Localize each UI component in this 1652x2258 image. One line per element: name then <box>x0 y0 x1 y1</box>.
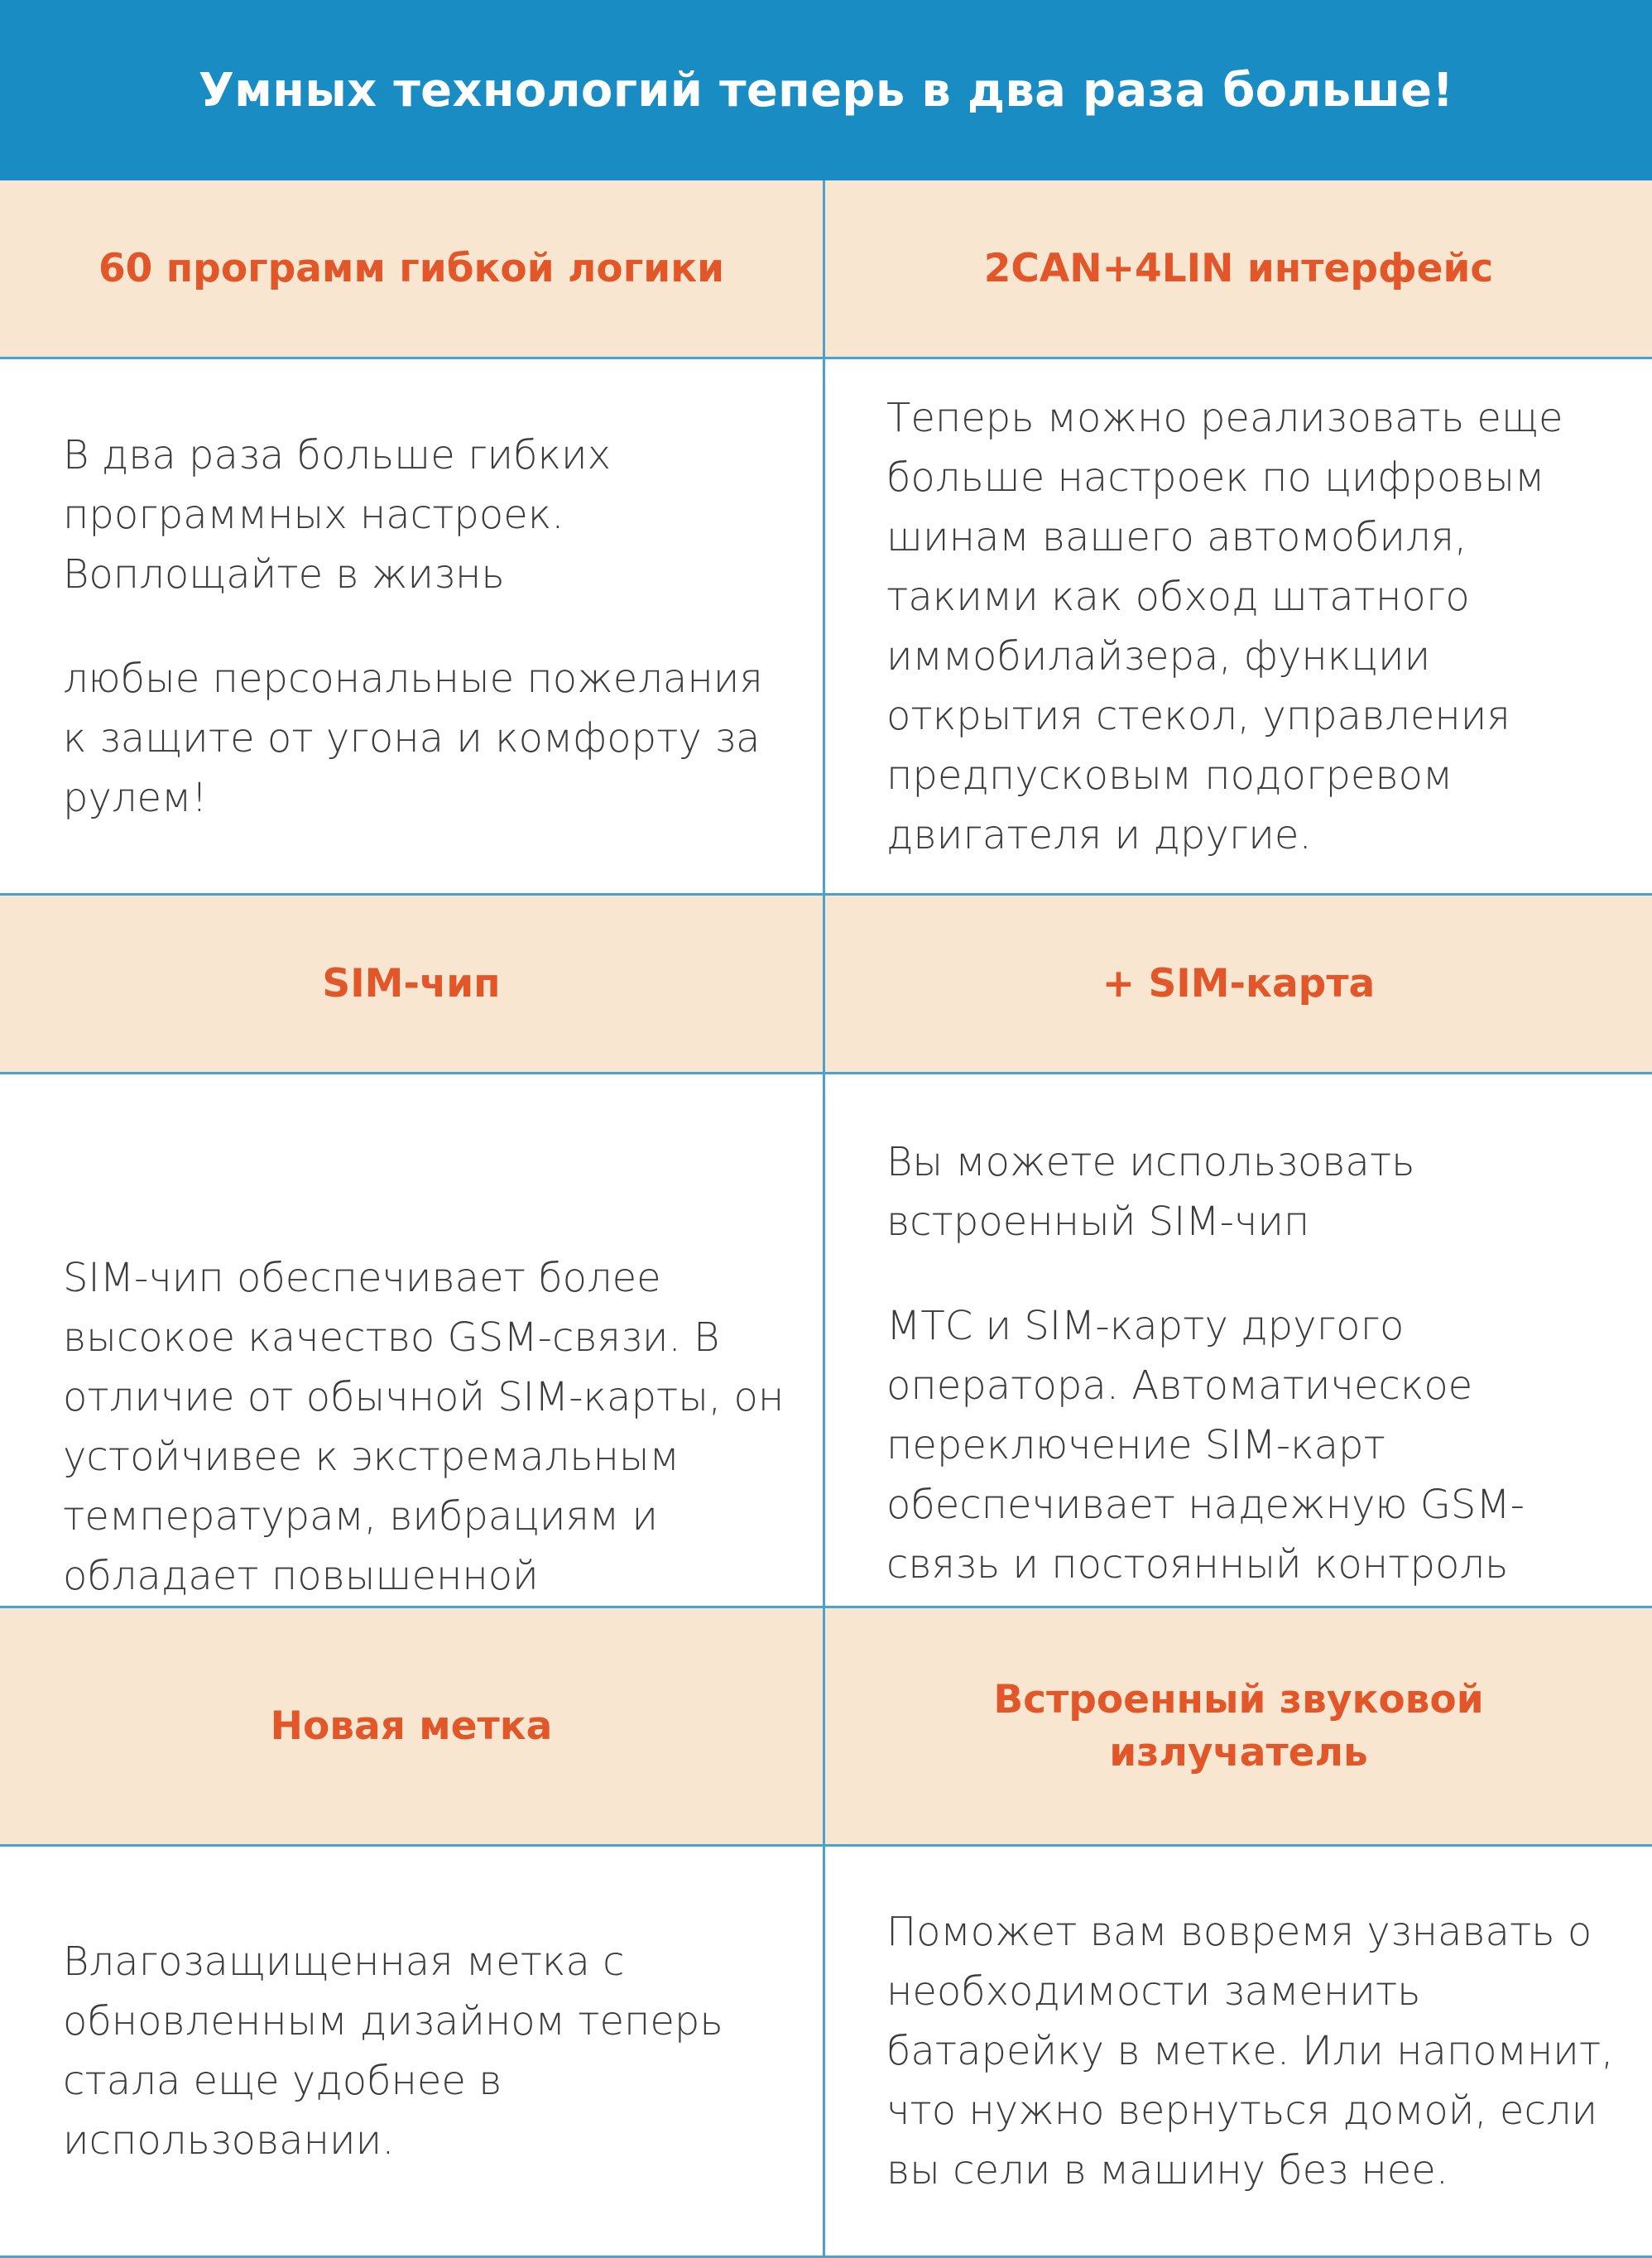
feature-description-sound-emitter <box>825 1847 1652 2258</box>
header-banner <box>0 0 1652 180</box>
page-title: Умных технологий теперь в два раза больше! <box>198 63 1454 118</box>
feature-description-sim-card <box>825 1074 1652 1608</box>
feature-header-sound-emitter <box>825 1608 1652 1847</box>
feature-description-new-tag <box>0 1847 825 2258</box>
feature-description-logic <box>0 359 825 896</box>
feature-title: 2CAN+4LIN интерфейс <box>983 245 1494 291</box>
feature-title: Встроенный звуковой излучатель <box>993 1676 1484 1775</box>
feature-text: Теперь можно реализовать еще больше настроек по цифровым шинам вашего автомобиля, такими как обход штатного иммобилайзера, функции открытия стекол, управления предпусковым подогревом двигателя и другие. <box>886 394 1563 858</box>
feature-text: МТС и SIM-карту другого оператора. Автоматическое переключение SIM-карт обеспечивает надежную GSM-связь и постоянный контроль <box>886 1303 1525 1588</box>
feature-header-sim-card <box>825 896 1652 1074</box>
feature-text: Поможет вам вовремя узнавать о необходимости заменить батарейку в метке. Или напомнит, что нужно вернуться домой, если вы сели в машину без нее. <box>886 1909 1614 2193</box>
feature-title: SIM-чип <box>322 960 501 1006</box>
feature-description-interface <box>825 359 1652 896</box>
feature-text: Влагозащищенная метка с обновленным дизайном теперь стала еще удобнее в использовании. <box>63 1939 723 2164</box>
feature-text: В два раза больше гибких программных настроек. Воплощайте в жизнь <box>63 431 612 598</box>
feature-title: 60 программ гибкой логики <box>98 245 725 291</box>
features-grid <box>0 180 1652 2258</box>
feature-text: Вы можете использовать встроенный SIM-чип <box>886 1139 1415 1245</box>
feature-text: SIM-чип обеспечивает более высокое качество GSM-связи. В отличие от обычной SIM-карты, он устойчивее к экстремальным температурам, вибрациям и обладает повышенной <box>63 1255 785 1599</box>
feature-description-sim-chip <box>0 1074 825 1608</box>
feature-header-sim-chip <box>0 896 825 1074</box>
feature-title: Новая метка <box>270 1703 553 1749</box>
feature-text: любые персональные пожелания к защите от угона и комфорту за рулем! <box>63 655 763 821</box>
feature-title: + SIM-карта <box>1102 960 1376 1006</box>
feature-header-new-tag <box>0 1608 825 1847</box>
feature-header-logic <box>0 180 825 359</box>
feature-header-interface <box>825 180 1652 359</box>
